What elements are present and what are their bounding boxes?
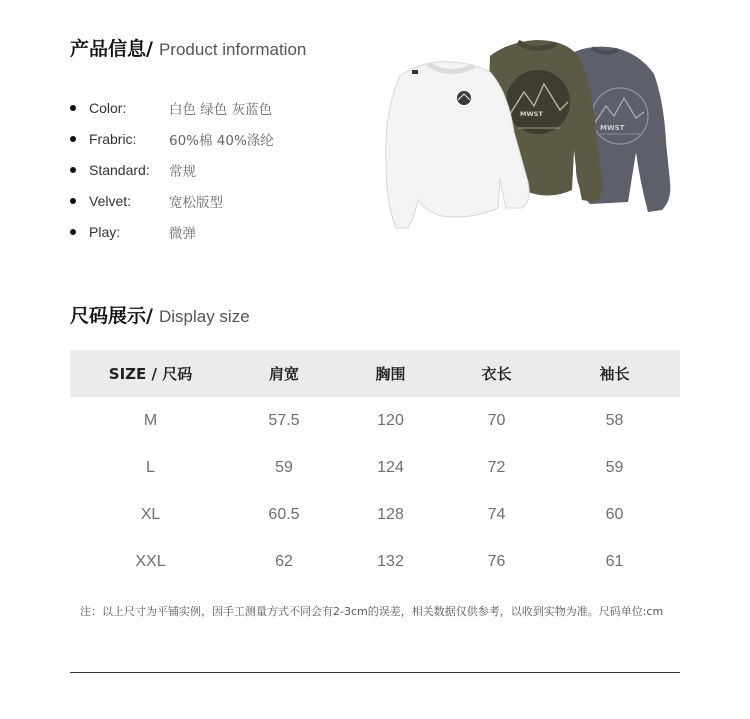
info-label: Standard: xyxy=(89,161,150,178)
table-cell: 62 xyxy=(275,552,293,570)
bullet-icon xyxy=(70,229,76,235)
table-cell: 60 xyxy=(605,505,624,523)
info-value: 微弹 xyxy=(169,225,196,242)
info-label: Frabric: xyxy=(89,130,137,147)
info-value: 60%棉 40%涤纶 xyxy=(169,132,274,149)
table-row xyxy=(70,538,680,585)
table-cell: 59 xyxy=(275,458,293,476)
product-info-title-en: Product information xyxy=(158,40,307,59)
table-cell: 70 xyxy=(487,411,506,429)
table-row xyxy=(70,397,680,444)
product-info-title xyxy=(70,34,306,61)
table-cell: 61 xyxy=(605,552,624,570)
table-cell: L xyxy=(146,458,155,476)
bullet-icon xyxy=(70,136,76,142)
column-header-sleeve: 袖长 xyxy=(549,350,680,397)
table-cell: 128 xyxy=(377,505,404,523)
column-header-length: 衣长 xyxy=(444,350,549,397)
table-cell: 59 xyxy=(605,458,624,476)
table-cell: XL xyxy=(140,505,161,523)
table-row xyxy=(70,491,680,538)
bullet-icon xyxy=(70,105,76,111)
table-header-row xyxy=(70,350,680,397)
info-label: Color: xyxy=(89,99,127,116)
table-cell: XXL xyxy=(135,552,166,570)
size-note: 注：以上尺寸为平铺实例，因手工测量方式不同会有2-3cm的误差，相关数据仅供参考，以收到实物为准。尺码单位:cm xyxy=(80,605,664,618)
info-row-standard xyxy=(70,154,274,185)
bullet-icon xyxy=(70,167,76,173)
table-cell: 58 xyxy=(605,411,624,429)
info-value: 白色 绿色 灰蓝色 xyxy=(169,101,273,118)
info-label: Velvet: xyxy=(89,192,132,209)
table-cell: 124 xyxy=(377,458,404,476)
table-cell: M xyxy=(143,411,158,429)
product-info-list xyxy=(70,92,274,247)
table-cell: 76 xyxy=(487,552,506,570)
table-cell: 132 xyxy=(377,552,404,570)
info-row-play xyxy=(70,216,274,247)
product-image xyxy=(378,32,678,232)
green-print-text: MWST xyxy=(520,110,543,118)
product-info-title-cn: 产品信息/ xyxy=(70,38,153,60)
info-label: Play: xyxy=(89,223,121,240)
info-row-velvet xyxy=(70,185,274,216)
table-cell: 120 xyxy=(377,411,404,429)
table-row xyxy=(70,444,680,491)
info-value: 常规 xyxy=(169,163,196,180)
size-section-title-cn: 尺码展示/ xyxy=(70,305,153,327)
info-row-fabric xyxy=(70,123,274,154)
table-cell: 72 xyxy=(487,458,506,476)
column-header-chest: 胸围 xyxy=(337,350,444,397)
table-cell: 74 xyxy=(487,505,506,523)
column-header-size: SIZE / 尺码 xyxy=(70,350,231,397)
size-table xyxy=(70,350,680,585)
column-header-shoulder: 肩宽 xyxy=(231,350,337,397)
info-value: 宽松版型 xyxy=(169,194,223,211)
size-section-title xyxy=(70,301,250,328)
divider xyxy=(70,672,680,673)
grey-print-text: MWST xyxy=(600,124,625,132)
table-cell: 60.5 xyxy=(268,505,300,523)
info-row-color xyxy=(70,92,274,123)
size-section-title-en: Display size xyxy=(158,307,250,326)
table-cell: 57.5 xyxy=(268,411,300,429)
bullet-icon xyxy=(70,198,76,204)
